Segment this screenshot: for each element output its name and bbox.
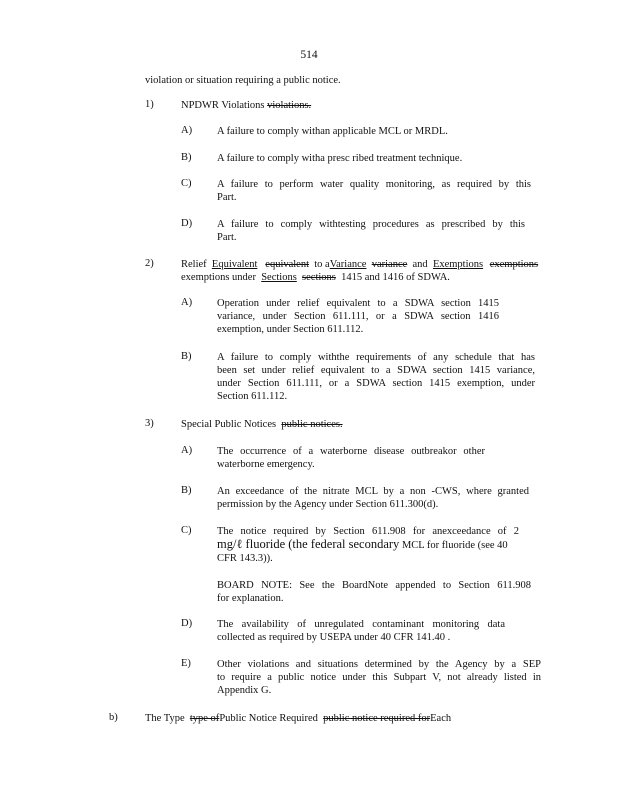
title-strike: type of bbox=[189, 713, 220, 724]
title-text: and bbox=[412, 259, 428, 270]
title-strike: sections bbox=[302, 272, 336, 283]
sub-text: MCL for fluoride (see 40 bbox=[401, 540, 508, 551]
section-label: b) bbox=[109, 712, 118, 723]
sub-text: Section 611.112. bbox=[217, 391, 288, 402]
item-title bbox=[181, 258, 538, 271]
page-number: 514 bbox=[300, 49, 318, 61]
title-text: Relief bbox=[181, 259, 207, 270]
title-inserted: Sections bbox=[261, 272, 297, 283]
sub-label: D) bbox=[181, 218, 193, 229]
title-strike: exemptions bbox=[489, 259, 539, 270]
sub-text: Other violations and situations determined by the Agency by a SEP bbox=[217, 659, 541, 670]
title-text: Each bbox=[430, 713, 452, 724]
sub-label: C) bbox=[181, 525, 192, 536]
title-inserted: Equivalent bbox=[211, 259, 258, 270]
sub-text: permission by the Agency under Section 611.300(d). bbox=[217, 499, 439, 510]
board-note: for explanation. bbox=[217, 593, 284, 604]
item-label: 2) bbox=[145, 258, 154, 269]
sub-text-mixed bbox=[217, 538, 508, 552]
sub-text: Appendix G. bbox=[217, 685, 272, 696]
sub-label: B) bbox=[181, 485, 192, 496]
title-strike: violations. bbox=[267, 100, 312, 111]
sub-text: Operation under relief equivalent to a SDWA section 1415 bbox=[217, 298, 499, 309]
title-strike: public notice required for bbox=[323, 713, 431, 724]
item-title bbox=[181, 418, 343, 431]
sub-text: to require a public notice under this Subpart V, not already listed in bbox=[217, 672, 541, 683]
sub-label: A) bbox=[181, 125, 193, 136]
title-inserted: Exemptions bbox=[432, 259, 484, 270]
sub-text: waterborne emergency. bbox=[217, 459, 315, 470]
sub-text-large: mg/ℓ fluoride (the federal secondary bbox=[217, 537, 400, 551]
title-text: NPDWR Violations bbox=[181, 100, 265, 111]
intro-text: violation or situation requiring a public notice. bbox=[145, 75, 341, 86]
sub-label: B) bbox=[181, 351, 192, 362]
title-inserted: Variance bbox=[329, 259, 367, 270]
sub-text: Part. bbox=[217, 192, 237, 203]
title-text: to a bbox=[314, 259, 330, 270]
title-text: The Type bbox=[145, 713, 185, 724]
title-strike: public notices. bbox=[281, 419, 343, 430]
sub-text: The availability of unregulated contaminant monitoring data bbox=[217, 619, 505, 630]
sub-text: under Section 611.111, or a SDWA section 1415 exemption, under bbox=[217, 378, 535, 389]
sub-text: exemption, under Section 611.112. bbox=[217, 324, 364, 335]
sub-text: A failure to comply withthe requirements of any schedule that has bbox=[217, 352, 535, 363]
sub-text: been set under relief equivalent to a SDWA section 1415 variance, bbox=[217, 365, 535, 376]
sub-text: A failure to perform water quality monitoring, as required by this bbox=[217, 179, 531, 190]
title-strike: variance bbox=[371, 259, 408, 270]
item-label: 1) bbox=[145, 99, 154, 110]
item-title-line2 bbox=[181, 271, 450, 284]
sub-text: A failure to comply withan applicable MCL or MRDL. bbox=[217, 126, 448, 137]
section-title bbox=[145, 712, 451, 725]
title-strike: equivalent bbox=[265, 259, 310, 270]
title-text: exemptions under bbox=[181, 272, 256, 283]
title-text: Public Notice Required bbox=[219, 713, 318, 724]
sub-text: variance, under Section 611.111, or a SDWA section 1416 bbox=[217, 311, 499, 322]
sub-text: The notice required by Section 611.908 for anexceedance of 2 bbox=[217, 526, 519, 537]
sub-text: Part. bbox=[217, 232, 237, 243]
sub-label: E) bbox=[181, 658, 191, 669]
item-label: 3) bbox=[145, 418, 154, 429]
sub-label: C) bbox=[181, 178, 192, 189]
board-note: BOARD NOTE: See the BoardNote appended to Section 611.908 bbox=[217, 580, 531, 591]
sub-text: A failure to comply witha presc ribed treatment technique. bbox=[217, 153, 463, 164]
sub-text: CFR 143.3)). bbox=[217, 553, 273, 564]
sub-text: A failure to comply withtesting procedures as prescribed by this bbox=[217, 219, 525, 230]
item-title bbox=[181, 99, 311, 112]
sub-text: The occurrence of a waterborne disease outbreakor other bbox=[217, 446, 485, 457]
sub-label: D) bbox=[181, 618, 193, 629]
title-text: Special Public Notices bbox=[181, 419, 277, 430]
sub-label: A) bbox=[181, 297, 193, 308]
title-text: 1415 and 1416 of SDWA. bbox=[341, 272, 450, 283]
sub-label: A) bbox=[181, 445, 193, 456]
sub-label: B) bbox=[181, 152, 192, 163]
sub-text: An exceedance of the nitrate MCL by a non -CWS, where granted bbox=[217, 486, 529, 497]
sub-text: collected as required by USEPA under 40 CFR 141.40 . bbox=[217, 632, 451, 643]
